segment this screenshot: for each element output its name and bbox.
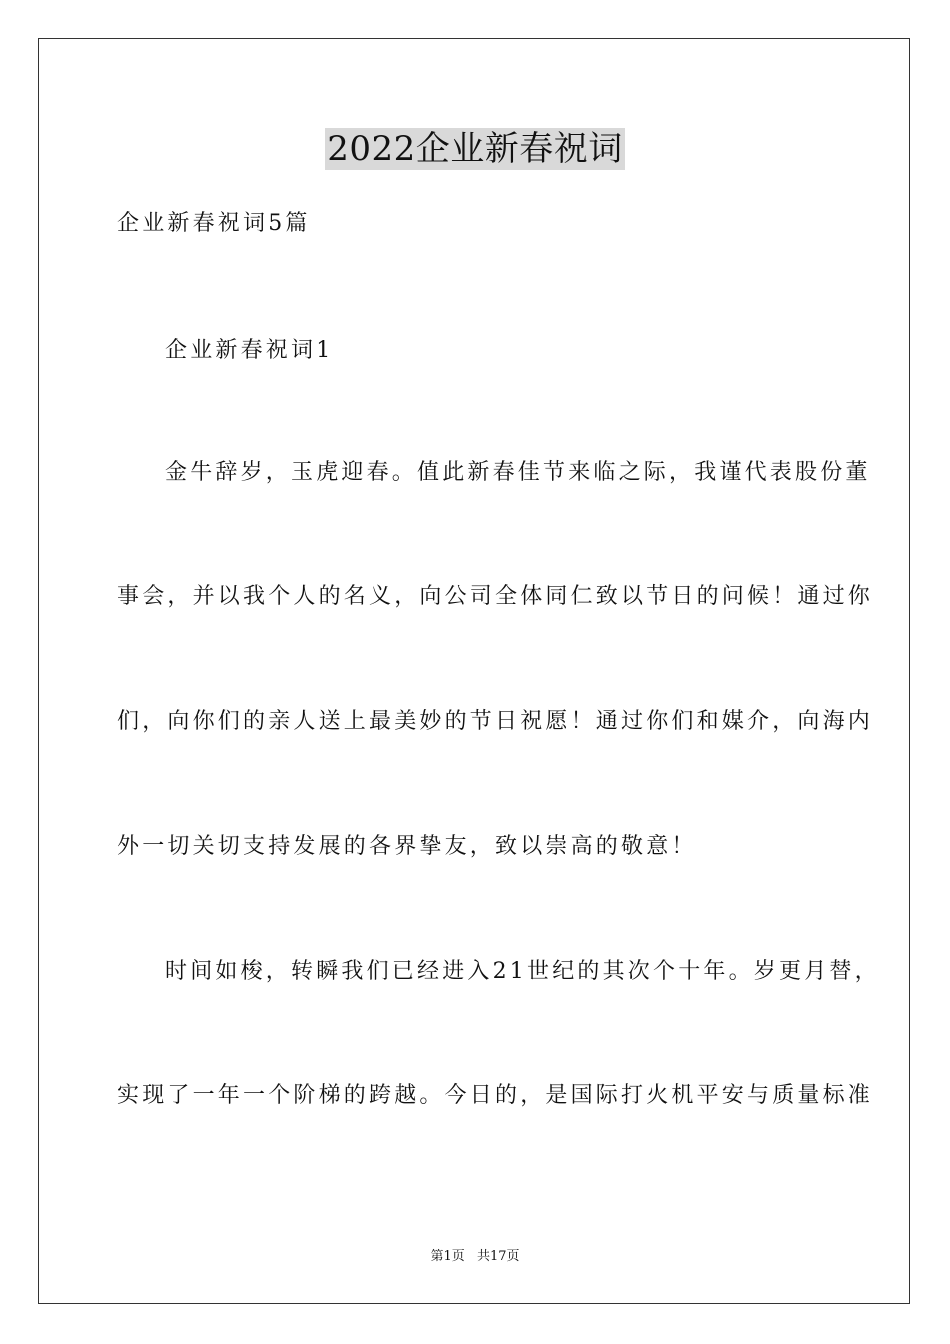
document-title: 2022企业新春祝词 [327, 129, 623, 169]
document-subtitle: 企业新春祝词5篇 [117, 211, 311, 236]
paragraph-1-line-2: 事会，并以我个人的名义，向公司全体同仁致以节日的问候！通过你 [117, 584, 874, 609]
section-heading: 企业新春祝词1 [165, 338, 334, 363]
total-pages: 共17页 [476, 1249, 520, 1264]
paragraph-1-line-4: 外一切关切支持发展的各界挚友，致以崇高的敬意！ [117, 834, 697, 859]
page-footer [0, 1248, 950, 1266]
paragraph-2-line-1: 时间如梭，转瞬我们已经进入21世纪的其次个十年。岁更月替， [165, 959, 880, 984]
title-container [0, 128, 950, 170]
current-page-number: 第1页 [430, 1249, 465, 1264]
paragraph-1-line-3: 们，向你们的亲人送上最美妙的节日祝愿！通过你们和媒介，向海内 [117, 709, 874, 734]
paragraph-2-line-2: 实现了一年一个阶梯的跨越。今日的，是国际打火机平安与质量标准 [117, 1083, 874, 1108]
paragraph-1-line-1: 金牛辞岁，玉虎迎春。值此新春佳节来临之际，我谨代表股份董 [165, 460, 871, 485]
